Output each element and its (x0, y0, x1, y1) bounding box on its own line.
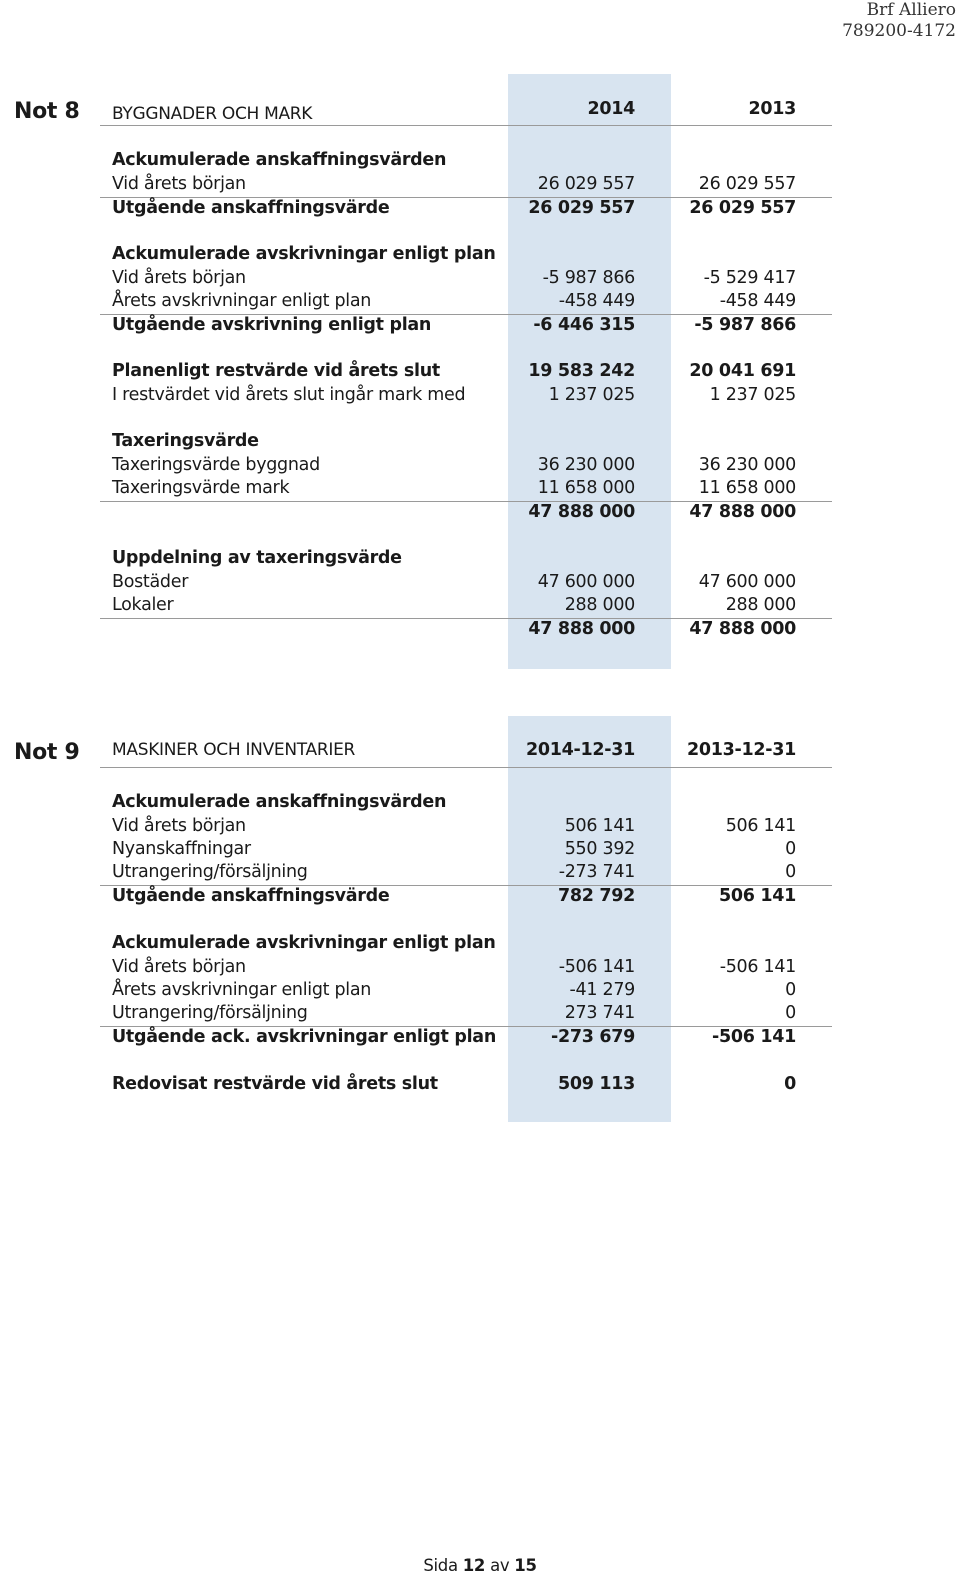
table-row (0, 980, 960, 1004)
row-label: Ackumulerade anskaffningsvärden (112, 150, 447, 170)
row-value-col1: 47 888 000 (528, 619, 635, 639)
row-value-col2: 47 600 000 (698, 572, 796, 592)
row-value-col1: -5 987 866 (542, 268, 635, 288)
row-value-col2: 0 (785, 839, 796, 859)
note-9-label: Not 9 (14, 740, 80, 765)
row-value-col2: 20 041 691 (689, 361, 796, 381)
table-row (0, 572, 960, 596)
table-row (0, 385, 960, 409)
row-value-col2: -506 141 (711, 1027, 796, 1047)
table-row (0, 595, 960, 619)
row-label: Årets avskrivningar enligt plan (112, 291, 372, 311)
row-value-col2: 0 (785, 1003, 796, 1023)
table-row (0, 291, 960, 315)
page-footer (0, 1556, 960, 1575)
row-value-col1: -458 449 (558, 291, 635, 311)
row-value-col1: 47 600 000 (537, 572, 635, 592)
row-value-col2: 47 888 000 (689, 502, 796, 522)
row-label: Lokaler (112, 595, 174, 615)
row-value-col2: 11 658 000 (698, 478, 796, 498)
row-value-col1: 36 230 000 (537, 455, 635, 475)
table-row (0, 548, 960, 572)
row-value-col1: -6 446 315 (533, 315, 635, 335)
note-8-title: BYGGNADER OCH MARK (112, 104, 313, 124)
table-row (0, 933, 960, 957)
row-value-col1: 273 741 (564, 1003, 635, 1023)
row-value-col1: 47 888 000 (528, 502, 635, 522)
row-value-col1: 782 792 (557, 886, 635, 906)
note-9-col2-header: 2013-12-31 (687, 740, 796, 760)
table-row (0, 198, 960, 222)
table-row (0, 886, 960, 910)
row-value-col2: 47 888 000 (689, 619, 796, 639)
company-name: Brf Alliero (866, 0, 956, 20)
row-value-col2: -506 141 (719, 957, 796, 977)
row-label: Utrangering/försäljning (112, 862, 308, 882)
row-value-col2: 506 141 (725, 816, 796, 836)
row-label: Redovisat restvärde vid årets slut (112, 1074, 438, 1094)
divider (100, 125, 832, 126)
row-value-col1: 509 113 (557, 1074, 635, 1094)
not9-current-year-shade (508, 716, 671, 1122)
row-value-col2: 506 141 (718, 886, 796, 906)
row-value-col2: -458 449 (719, 291, 796, 311)
row-value-col2: 26 029 557 (689, 198, 796, 218)
note-9-column-headers (0, 740, 960, 764)
row-value-col1: 26 029 557 (528, 198, 635, 218)
row-value-col1: 506 141 (564, 816, 635, 836)
row-value-col2: 36 230 000 (698, 455, 796, 475)
table-row (0, 244, 960, 268)
row-label: Taxeringsvärde mark (112, 478, 290, 498)
table-row (0, 361, 960, 385)
row-label: Uppdelning av taxeringsvärde (112, 548, 402, 568)
footer-prefix: Sida (423, 1556, 458, 1575)
table-row (0, 1003, 960, 1027)
table-row (0, 1027, 960, 1051)
table-row (0, 478, 960, 502)
row-value-col1: 288 000 (564, 595, 635, 615)
row-label: Ackumulerade anskaffningsvärden (112, 792, 447, 812)
row-value-col2: -5 987 866 (694, 315, 796, 335)
table-row (0, 455, 960, 479)
row-value-col2: 0 (785, 980, 796, 1000)
page-number: 12 (462, 1556, 486, 1575)
row-label: Ackumulerade avskrivningar enligt plan (112, 933, 496, 953)
row-label: Nyanskaffningar (112, 839, 251, 859)
page-total: 15 (514, 1556, 537, 1575)
table-row (0, 174, 960, 198)
row-value-col1: 19 583 242 (528, 361, 635, 381)
note-9-col1-header: 2014-12-31 (526, 740, 635, 760)
row-value-col1: 11 658 000 (537, 478, 635, 498)
row-label: Utgående anskaffningsvärde (112, 886, 390, 906)
table-row (0, 150, 960, 174)
table-row (0, 268, 960, 292)
row-label: Bostäder (112, 572, 189, 592)
row-label: I restvärdet vid årets slut ingår mark med (112, 385, 466, 405)
divider (100, 767, 832, 768)
row-value-col2: -5 529 417 (703, 268, 796, 288)
row-label: Utgående ack. avskrivningar enligt plan (112, 1027, 496, 1047)
footer-middle: av (490, 1556, 510, 1575)
table-row (0, 957, 960, 981)
table-row (0, 315, 960, 339)
table-row (0, 839, 960, 863)
org-number: 789200-4172 (842, 21, 956, 41)
row-label: Årets avskrivningar enligt plan (112, 980, 372, 1000)
table-row (0, 862, 960, 886)
row-value-col1: 26 029 557 (537, 174, 635, 194)
note-8-column-headers (0, 99, 960, 123)
table-row (0, 619, 960, 643)
row-value-col1: -506 141 (558, 957, 635, 977)
row-value-col2: 26 029 557 (698, 174, 796, 194)
table-row (0, 431, 960, 455)
row-value-col1: -273 679 (550, 1027, 635, 1047)
row-value-col2: 0 (784, 1074, 796, 1094)
row-value-col2: 0 (785, 862, 796, 882)
row-label: Utgående avskrivning enligt plan (112, 315, 432, 335)
row-label: Utrangering/försäljning (112, 1003, 308, 1023)
table-row (0, 816, 960, 840)
note-8-col2-header: 2013 (748, 99, 796, 119)
row-label: Ackumulerade avskrivningar enligt plan (112, 244, 496, 264)
row-value-col1: -273 741 (558, 862, 635, 882)
table-row (0, 1074, 960, 1098)
table-row (0, 792, 960, 816)
row-label: Taxeringsvärde (112, 431, 259, 451)
note-8-col1-header: 2014 (587, 99, 635, 119)
row-value-col2: 288 000 (725, 595, 796, 615)
row-label: Utgående anskaffningsvärde (112, 198, 390, 218)
row-label: Vid årets början (112, 268, 246, 288)
row-value-col2: 1 237 025 (709, 385, 796, 405)
row-label: Planenligt restvärde vid årets slut (112, 361, 440, 381)
row-value-col1: 1 237 025 (548, 385, 635, 405)
row-value-col1: 550 392 (564, 839, 635, 859)
row-label: Vid årets början (112, 957, 246, 977)
table-row (0, 502, 960, 526)
row-label: Vid årets början (112, 174, 246, 194)
row-value-col1: -41 279 (569, 980, 635, 1000)
row-label: Taxeringsvärde byggnad (112, 455, 320, 475)
note-8-label: Not 8 (14, 99, 80, 124)
note-9-title: MASKINER OCH INVENTARIER (112, 740, 356, 760)
row-label: Vid årets början (112, 816, 246, 836)
